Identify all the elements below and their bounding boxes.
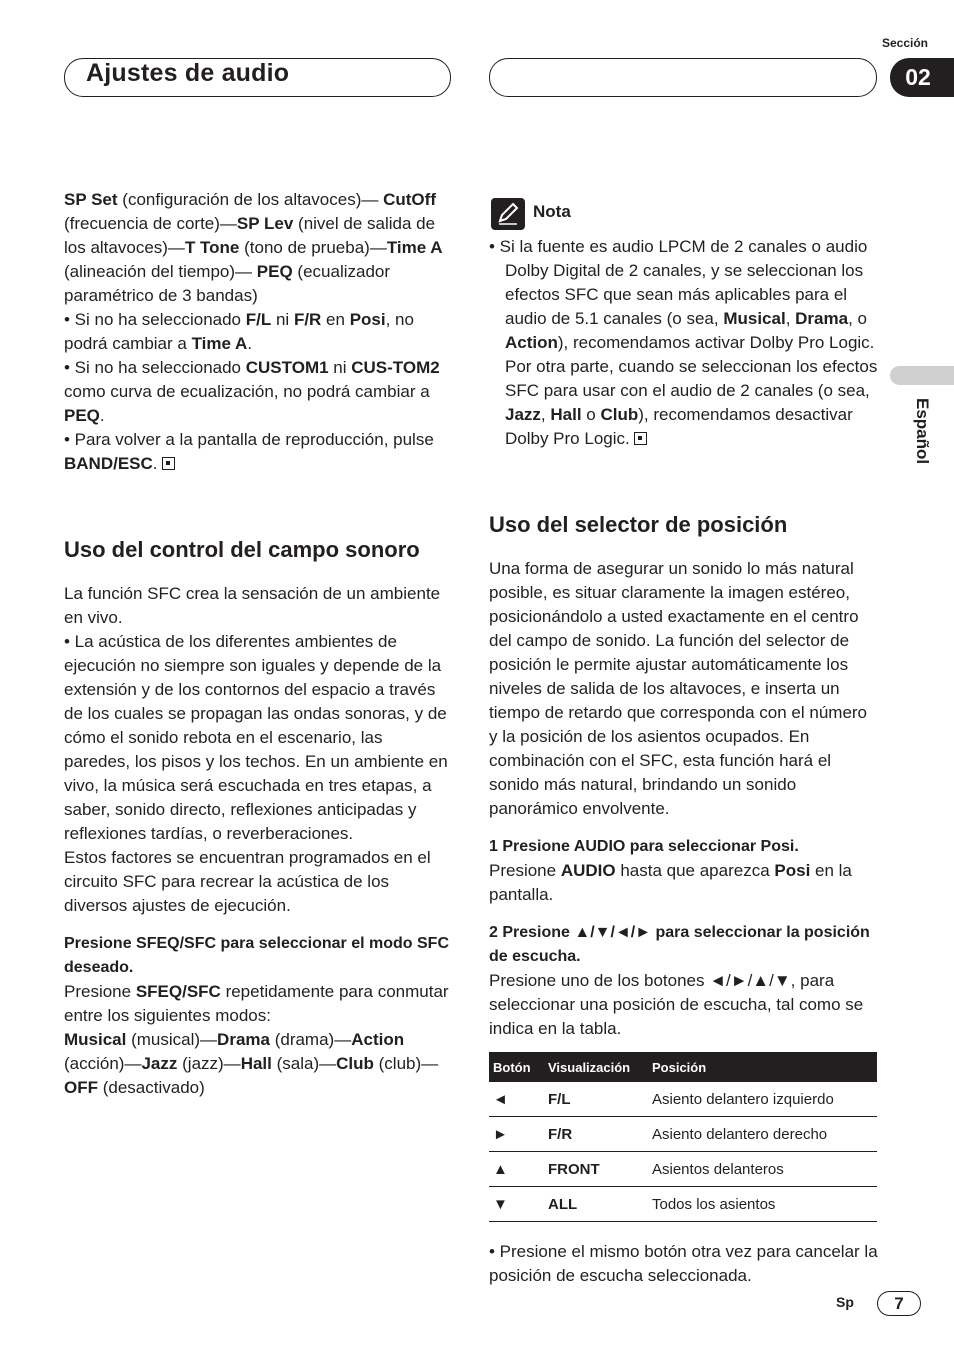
section-label: Sección [881,36,928,50]
page-number: 7 [877,1291,921,1316]
left-column [64,188,452,476]
step2-title: 2 Presione ▲/▼/◄/► para seleccionar la posición de escucha. [489,924,870,965]
final-bullet: • Presione el mismo botón otra vez para cancelar la posición de escucha seleccionada. [489,1242,878,1285]
header-frame-right [489,58,877,97]
table-header: Botón [489,1052,544,1082]
table-header: Posición [648,1052,877,1082]
language-label: Español [913,398,932,465]
step1-body: Presione AUDIO hasta que aparezca Posi en la pantalla. [489,861,852,904]
table-header: Visualización [544,1052,648,1082]
position-table [489,1052,877,1222]
table-header-row [489,1052,877,1082]
position-body: Una forma de asegurar un sonido lo más natural posible, es situar claramente la imagen estéreo, posicionándolo a usted exactamente en el centro del campo de sonido. La función del selector de posición le permite ajustar automáticamente los niveles de salida de los altavoces, e inserta un tiempo de retardo que corresponda con el número y la posición de los asientos ocupados. En combinación con el SFC, esta función hará el sonido más natural, brindando un sonido panorámico envolvente. 1 Presione AUDIO para seleccionar Posi. Presione AUDIO hasta que aparezca Posi en la pantalla. 2 Presione ▲/▼/◄/► para seleccionar la posición de escucha. Presione uno de los botones ◄/►/▲/▼, para seleccionar una posición de escucha, tal como se indica en la tabla. [489,557,879,1041]
step2-body: Presione uno de los botones ◄/►/▲/▼, para seleccionar una posición de escucha, tal como se indica en la tabla. [489,971,864,1038]
sfc-modes: Musical (musical)—Drama (drama)—Action (acción)—Jazz (jazz)—Hall (sala)—Club (club)—OFF (desactivado) [64,1030,439,1097]
table-row: ▼ ALL Todos los asientos [489,1187,877,1222]
table-row: ► F/R Asiento delantero derecho [489,1117,877,1152]
menu-sequence: SP Set (configuración de los altavoces)— CutOff (frecuencia de corte)—SP Lev (nivel de salida de los altavoces)—T Tone (tono de prueba)—Time A (alineación del tiempo)— PEQ (ecualizador paramétrico de 3 bandas) [64,190,443,305]
heading-position: Uso del selector de posición [489,512,788,537]
sfc-body: La función SFC crea la sensación de un ambiente en vivo. • La acústica de los diferentes ambientes de ejecución no siempre son iguales y depende de la extensión y de los contornos del espacio a través de los cuales se propagan las ondas sonoras, y de cómo el sonido rebota en el escenario, las paredes, los pisos y los techos. En un ambiente en vivo, la música será escuchada en tres etapas, a saber, sonido directo, reflexiones anticipadas y reflexiones tardías, o reverberaciones. Estos factores se encuentran programados en el circuito SFC para recrear la acústica de los diversos ajustes de ejecución. Presione SFEQ/SFC para seleccionar el modo SFC deseado. Presione SFEQ/SFC repetidamente para conmutar entre los siguientes modos: Musical (musical)—Drama (drama)—Action (acción)—Jazz (jazz)—Hall (sala)—Club (club)—OFF (desactivado) [64,582,452,1100]
end-mark-icon [162,457,175,470]
end-mark-icon [634,432,647,445]
note-pencil-icon [491,198,525,230]
page-title: Ajustes de audio [86,59,290,87]
step-sfc-body: Presione SFEQ/SFC repetidamente para conmutar entre los siguientes modos: [64,982,449,1025]
table-row: ◄ F/L Asiento delantero izquierdo [489,1082,877,1117]
note-body: • Si la fuente es audio LPCM de 2 canales o audio Dolby Digital de 2 canales, y se seleccionan los efectos SFC que sean más aplicables para el audio de 5.1 canales (o sea, Musical, Drama, o Action), recomendamos activar Dolby Pro Logic. Por otra parte, cuando se seleccionan los efectos SFC para usar con el audio de 2 canales (o sea, Jazz, Hall o Club), recomendamos desactivar Dolby Pro Logic. [489,237,878,448]
note-label: Nota [533,202,571,221]
language-tab [890,366,954,385]
bullet-custom: • Si no ha seleccionado CUSTOM1 ni CUS-TOM2 como curva de ecualización, no podrá cambiar a PEQ. [64,358,440,425]
table-row: ▲ FRONT Asientos delanteros [489,1152,877,1187]
language-code: Sp [836,1294,854,1310]
bullet-band-esc: • Para volver a la pantalla de reproducción, pulse BAND/ESC. [64,430,434,473]
section-number: 02 [890,58,954,97]
bullet-posi: • Si no ha seleccionado F/L ni F/R en Posi, no podrá cambiar a Time A. [64,310,414,353]
heading-sfc: Uso del control del campo sonoro [64,537,420,562]
step-sfc-title: Presione SFEQ/SFC para seleccionar el modo SFC deseado. [64,935,450,976]
step1-title: 1 Presione AUDIO para seleccionar Posi. [489,838,799,855]
